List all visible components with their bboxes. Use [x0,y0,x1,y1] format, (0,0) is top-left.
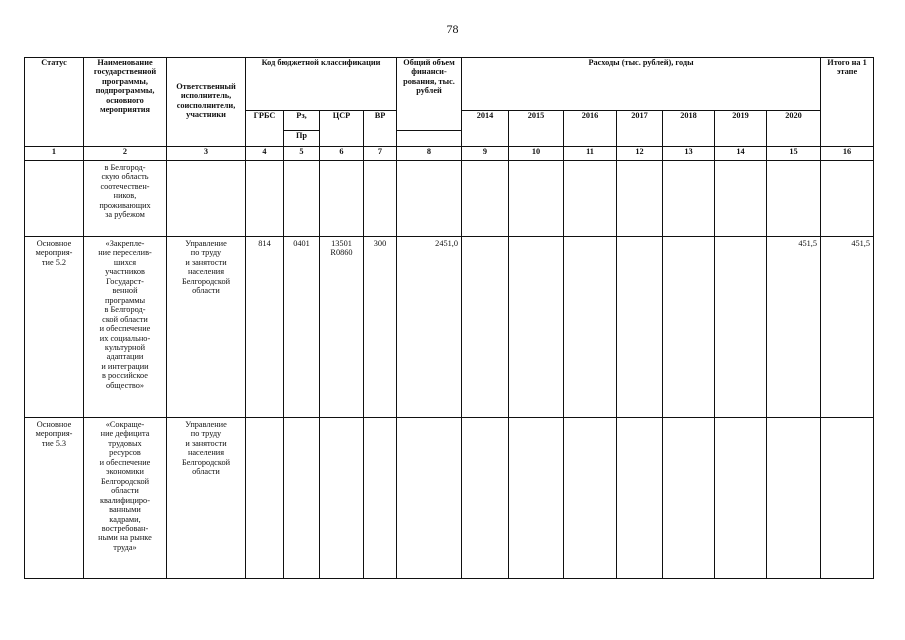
row-rzpr [284,161,320,237]
row-csr [320,418,364,579]
budget-table [24,57,874,579]
row-rzpr [284,418,320,579]
row-vr: 300 [364,237,397,418]
row-grbs [246,161,284,237]
header-year-2016: 2016 [564,111,617,147]
header-vr: ВР [364,111,397,147]
row-2015 [509,161,564,237]
row-2018 [663,237,715,418]
header-grbs: ГРБС [246,111,284,147]
column-number: 4 [246,147,284,161]
header-year-2020: 2020 [767,111,821,147]
row-2014 [462,237,509,418]
column-number: 14 [715,147,767,161]
column-number: 10 [509,147,564,161]
column-number: 15 [767,147,821,161]
table-row [25,418,874,579]
column-number-row [25,147,874,161]
row-rzpr: 0401 [284,237,320,418]
column-number: 8 [397,147,462,161]
header-year-2015: 2015 [509,111,564,147]
row-total [397,418,462,579]
row-stage-total [821,161,874,237]
row-2017 [617,237,663,418]
row-2017 [617,418,663,579]
row-2016 [564,161,617,237]
row-status: Основное мероприя- тие 5.2 [25,237,84,418]
column-number: 1 [25,147,84,161]
column-number: 6 [320,147,364,161]
row-2019 [715,161,767,237]
column-number: 11 [564,147,617,161]
row-2019 [715,237,767,418]
header-total-funding-blank [397,131,462,147]
row-2020 [767,161,821,237]
column-number: 2 [84,147,167,161]
row-csr [320,161,364,237]
column-number: 9 [462,147,509,161]
header-year-2018: 2018 [663,111,715,147]
header-expenses: Расходы (тыс. рублей), годы [462,58,821,111]
header-stage-total: Итого на 1 этапе [821,58,874,147]
header-year-2019: 2019 [715,111,767,147]
column-number: 12 [617,147,663,161]
row-csr: 13501 R0860 [320,237,364,418]
row-status: Основное мероприя- тие 5.3 [25,418,84,579]
row-2015 [509,237,564,418]
column-number: 16 [821,147,874,161]
column-number: 3 [167,147,246,161]
column-number: 5 [284,147,320,161]
header-pr: Пр [284,131,320,147]
row-status [25,161,84,237]
row-2016 [564,237,617,418]
row-executor: Управление по труду и занятости населения Белгородской области [167,237,246,418]
header-total-funding: Общий объем финанси-рования, тыс. рублей [397,58,462,131]
row-2018 [663,418,715,579]
row-stage-total [821,418,874,579]
header-row-1 [25,58,874,111]
row-grbs [246,418,284,579]
row-executor: Управление по труду и занятости населения Белгородской области [167,418,246,579]
row-2015 [509,418,564,579]
row-name: «Сокраще- ние дефицита трудовых ресурсов и обеспечение экономики Белгородской области квалифициро- ванными кадрами, востребован- ными на рынке труда» [84,418,167,579]
row-stage-total: 451,5 [821,237,874,418]
row-2019 [715,418,767,579]
row-2016 [564,418,617,579]
row-2017 [617,161,663,237]
table-row [25,237,874,418]
header-executor: Ответственный исполнитель, соисполнители, участники [167,58,246,147]
column-number: 13 [663,147,715,161]
row-2014 [462,418,509,579]
table-row [25,161,874,237]
header-year-2014: 2014 [462,111,509,147]
row-2020: 451,5 [767,237,821,418]
column-number: 7 [364,147,397,161]
row-vr [364,418,397,579]
header-name: Наименование государственной программы, подпрограммы, основного мероприятия [84,58,167,147]
row-2018 [663,161,715,237]
header-rz: Рз, [284,111,320,131]
row-vr [364,161,397,237]
row-2020 [767,418,821,579]
row-name: «Закрепле- ние переселив- шихся участников Государст- венной программы в Белгород- ской области и обеспечение их социально- культурной адаптации и интеграции в российское общество» [84,237,167,418]
row-executor [167,161,246,237]
header-year-2017: 2017 [617,111,663,147]
row-name: в Белгород- скую область соотечествен- ников, проживающих за рубежом [84,161,167,237]
page-number: 78 [446,22,459,36]
row-grbs: 814 [246,237,284,418]
row-total: 2451,0 [397,237,462,418]
header-csr: ЦСР [320,111,364,147]
header-budget-code: Код бюджетной классификации [246,58,397,111]
header-status: Статус [25,58,84,147]
row-2014 [462,161,509,237]
row-total [397,161,462,237]
